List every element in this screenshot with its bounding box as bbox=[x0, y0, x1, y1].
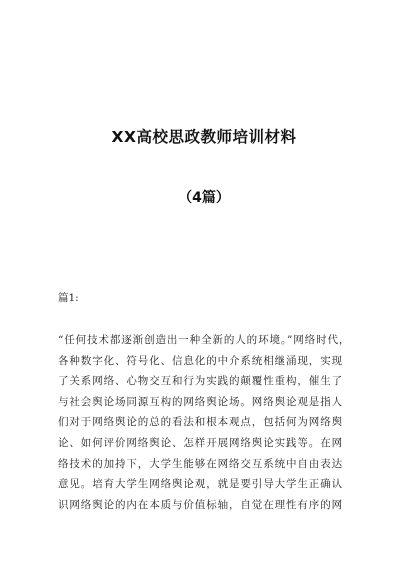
body-line: 各种数字化、符号化、信息化的中介系统相继涌现，实现 bbox=[58, 354, 343, 367]
body-line: 与社会舆论场同源互构的网络舆论场。网络舆论观是指人 bbox=[58, 395, 343, 408]
body-line: “任何技术都逐渐创造出一种全新的人的环境。”网络时代， bbox=[58, 334, 351, 346]
body-line: 们对于网络舆论的总的看法和根本观点，包括何为网络舆 bbox=[58, 416, 343, 429]
document-count: （4篇） bbox=[178, 190, 230, 206]
body-paragraph bbox=[58, 330, 354, 515]
body-line: 了关系网络、心物交互和行为实践的颠覆性重构，催生了 bbox=[58, 375, 343, 388]
document-title: XX高校思政教师培训材料 bbox=[111, 128, 297, 146]
body-line: 论、如何评价网络舆论、怎样开展网络舆论实践等。在网 bbox=[58, 436, 343, 449]
body-line: 络技术的加持下，大学生能够在网络交互系统中自由表达 bbox=[58, 457, 343, 470]
body-line: 意见。培育大学生网络舆论观，就是要引导大学生正确认 bbox=[58, 478, 343, 491]
section-label: 篇1: bbox=[58, 292, 79, 304]
body-line: 识网络舆论的内在本质与价值标轴，自觉在理性有序的网 bbox=[58, 498, 343, 511]
